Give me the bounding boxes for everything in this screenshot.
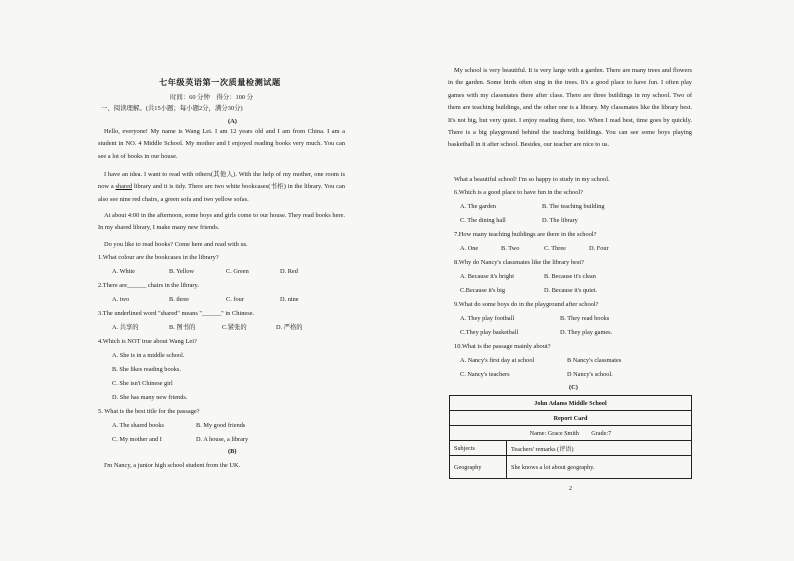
q2-stem: 2.There are______ chairs in the library. <box>98 282 199 289</box>
q2-option-b[interactable]: B. three <box>169 296 189 303</box>
q2-option-d[interactable]: D. nine <box>280 296 299 303</box>
report-card-col-remarks: Teachers' remarks (评语) <box>507 441 692 456</box>
q2-option-c[interactable]: C. four <box>226 296 244 303</box>
q6-option-c[interactable]: C. The dining hall <box>460 217 506 224</box>
passage-b-body: My school is very beautiful. It is very large with a garden. There are many trees and flowers in the garden. Some birds often sing in the trees. It's a good place to have fun. I often play games with my classmates there after class. There are three buildings in my school. Two of them are teaching buildings, and the other one is a library. My classmates like the library best. It's not big, but very quiet. I enjoy reading there, too. When I read best, time goes by quickly. There is a big playground behind the teaching buildings. You can see some boys playing basketball in it after school. Besides, our teacher are nice to us. <box>448 67 692 149</box>
report-card-name: Name: Grace Smith <box>529 429 579 437</box>
passage-a-p2: I have an idea. I want to read with others(其他人). With the help of my mother, one room is now a shared library and it is tidy. There are two white bookcases(书柜) in the library. You can also see nine red chairs, a green sofa and two yellow sofas. <box>98 171 345 203</box>
q10-option-c[interactable]: C. Nancy's teachers <box>460 371 510 378</box>
report-card-row1-remark: She knows a lot about geography. <box>507 456 692 479</box>
q6-option-d[interactable]: D. The library <box>542 217 578 224</box>
report-card-title: Report Card <box>450 411 692 426</box>
q7-option-c[interactable]: C. Three <box>544 245 566 252</box>
exam-meta: 时间：60 分钟 得分：100 分 <box>170 94 254 101</box>
passage-a-p3: At about 4:00 in the afternoon, some boys and girls come to our house. They read books here. In my shared library, I make many new friends. <box>98 212 345 232</box>
q10-option-d[interactable]: D Nancy's school. <box>567 371 613 378</box>
q6-option-a[interactable]: A. The garden <box>460 203 497 210</box>
q3-option-b[interactable]: B. 图书的 <box>169 324 196 331</box>
report-card-student <box>450 426 692 441</box>
q1-option-d[interactable]: D. Red <box>280 268 298 275</box>
report-card-table <box>449 395 692 479</box>
q9-option-b[interactable]: B. They read books <box>560 315 610 322</box>
q4-option-d[interactable]: D. She has many new friends. <box>112 394 188 401</box>
q3-option-a[interactable]: A. 共享的 <box>112 324 139 331</box>
report-card-col-subjects: Subjects <box>450 441 507 456</box>
part-c-label: (C) <box>569 384 578 391</box>
q9-stem: 9.What do some boys do in the playground after school? <box>454 301 599 308</box>
q10-stem: 10.What is the passage mainly about? <box>454 343 551 350</box>
report-card-row1-subject: Geography <box>450 456 507 479</box>
right-page <box>397 0 794 561</box>
q7-option-b[interactable]: B. Two <box>501 245 520 252</box>
passage-b-closing: What a beautiful school! I'm so happy to study in my school. <box>454 176 610 183</box>
exam-title: 七年级英语第一次质量检测试题 <box>159 78 281 87</box>
q5-option-a[interactable]: A. The shared books <box>112 422 164 429</box>
q7-stem: 7.How many teaching buildings are there in the school? <box>454 231 597 238</box>
q5-stem: 5. What is the best title for the passage? <box>98 408 200 415</box>
part-b-label: (B) <box>228 448 237 455</box>
q3-option-d[interactable]: D. 严格的 <box>276 324 303 331</box>
q6-option-b[interactable]: B. The teaching building <box>542 203 605 210</box>
q4-option-b[interactable]: B. She likes reading books. <box>112 366 181 373</box>
passage-a-p1: Hello, everyone! My name is Wang Lei. I am 12 years old and I am from China. I am a student in NO. 4 Middle School. My mother and I enjoyed reading books very much. You can see a lot of books in our house. <box>98 128 345 160</box>
passage-b-intro: I'm Nancy, a junior high school student from the UK. <box>104 462 241 469</box>
report-card-grade: Grade:7 <box>591 429 612 437</box>
q8-option-b[interactable]: B. Because it's clean <box>544 273 596 280</box>
q9-option-c[interactable]: C.They play basketball <box>460 329 519 336</box>
q3-stem: 3.The underlined word "shared" means "______" in Chinese. <box>98 310 255 317</box>
q7-option-d[interactable]: D. Four <box>589 245 609 252</box>
q8-stem: 8.Why do Nancy's classmates like the library best? <box>454 259 584 266</box>
underlined-shared: shared <box>115 183 133 191</box>
q5-option-b[interactable]: B. My good friends <box>196 422 246 429</box>
q6-stem: 6.Which is a good place to have fun in the school? <box>454 189 584 196</box>
q9-option-d[interactable]: D. They play games. <box>560 329 613 336</box>
q7-option-a[interactable]: A. One <box>460 245 479 252</box>
passage-a-p4: Do you like to read books? Come here and read with us. <box>104 241 248 248</box>
q10-option-a[interactable]: A. Nancy's first day at school <box>460 357 535 364</box>
section-heading: 一、阅读理解。(共15小题；每小题2分，满分30分) <box>101 105 243 112</box>
q9-option-a[interactable]: A. They play football <box>460 315 515 322</box>
q5-option-d[interactable]: D. A house, a library <box>196 436 249 443</box>
q4-stem: 4.Which is NOT true about Wang Lei? <box>98 338 197 345</box>
q8-option-c[interactable]: C.Because it's big <box>460 287 506 294</box>
report-card-school: John Adams Middle School <box>450 396 692 411</box>
part-a-label: (A) <box>228 118 237 125</box>
q3-option-c[interactable]: C.紧张的 <box>222 324 247 331</box>
q1-option-a[interactable]: A. White <box>112 268 135 275</box>
q1-stem: 1.What colour are the bookcases in the library? <box>98 254 219 261</box>
q10-option-b[interactable]: B Nancy's classmates <box>567 357 622 364</box>
q4-option-a[interactable]: A. She is in a middle school. <box>112 352 185 359</box>
q1-option-b[interactable]: B. Yellow <box>169 268 195 275</box>
page-number: 2 <box>569 486 572 492</box>
q5-option-c[interactable]: C. My mother and I <box>112 436 162 443</box>
q1-option-c[interactable]: C. Green <box>226 268 249 275</box>
q2-option-a[interactable]: A. two <box>112 296 130 303</box>
q4-option-c[interactable]: C. She isn't Chinese girl <box>112 380 173 387</box>
q8-option-a[interactable]: A. Because it's bright <box>460 273 514 280</box>
q8-option-d[interactable]: D. Because it's quiet. <box>544 287 598 294</box>
